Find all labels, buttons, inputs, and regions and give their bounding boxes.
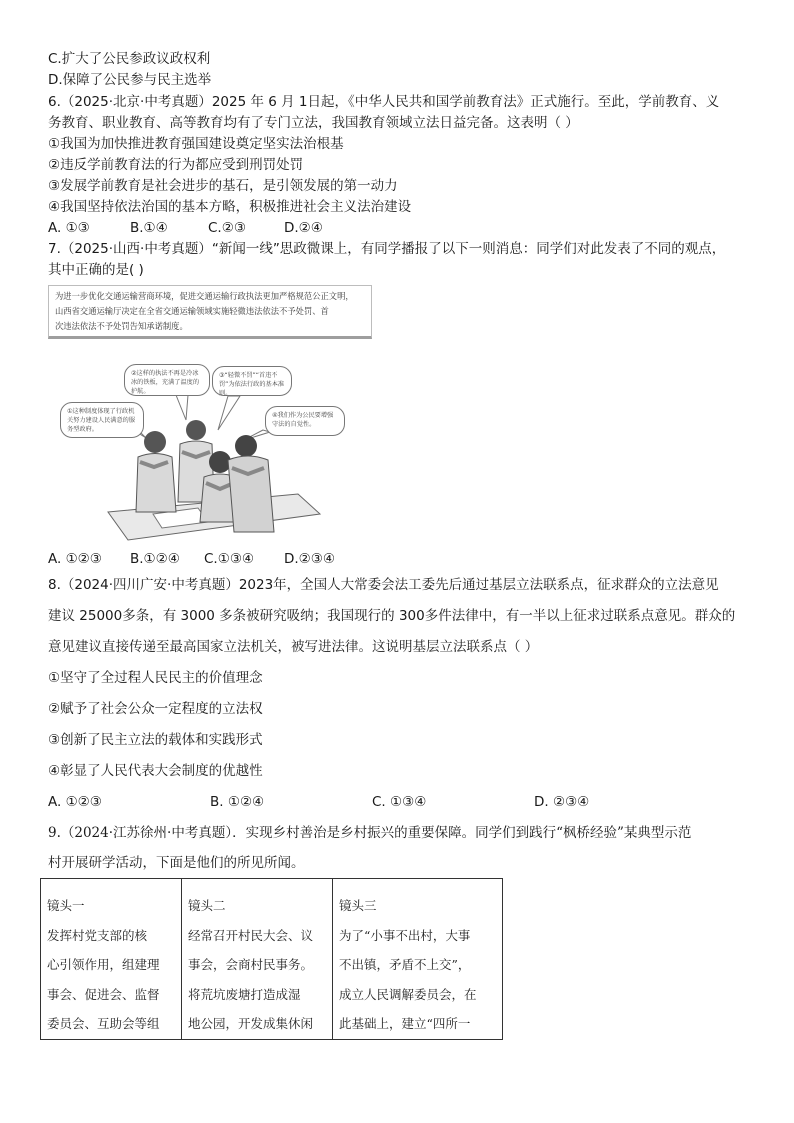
scene-text-line: 发挥村党支部的核	[47, 927, 148, 943]
q7-stem-line2: 其中正确的是( )	[48, 262, 144, 278]
scene-cell-1	[41, 879, 182, 1040]
speech-bubble-4: ④我们作为公民要增强守法的自觉性。	[265, 406, 345, 436]
q8-statement-2: ②赋予了社会公众一定程度的立法权	[48, 701, 263, 717]
q8-stem-line1: 8.（2024·四川广安·中考真题）2023年，全国人大常委会法工委先后通过基层立法联系点，征求群众的立法意见	[48, 577, 719, 593]
q6-option-a: A. ①③	[48, 220, 90, 236]
q6-option-d: D.②④	[284, 220, 323, 236]
q7-news-line: 为进一步优化交通运输营商环境，促进交通运输行政执法更加严格规范公正文明，	[55, 291, 354, 301]
q7-news-line: 山西省交通运输厅决定在全省交通运输领域实施轻微违法依法不予处罚、首	[55, 306, 329, 316]
scene-title: 镜头二	[188, 898, 226, 913]
q7-news-line: 次违法依法不予处罚告知承诺制度。	[55, 321, 188, 331]
q9-stem-line1: 9.（2024·江苏徐州·中考真题）．实现乡村善治是乡村振兴的重要保障。同学们到践行“枫桥经验”某典型示范	[48, 825, 692, 841]
scene-cell-2	[182, 879, 333, 1040]
q7-option-b: B.①②④	[130, 551, 180, 567]
scene-cell-3	[333, 879, 503, 1040]
q8-options	[48, 793, 748, 811]
q6-option-b: B.①④	[130, 220, 168, 236]
scene-text-line: 事会、促进会、监督	[47, 986, 160, 1002]
q6-stem-line1: 6.（2025·北京·中考真题）2025 年 6 月 1日起，《中华人民共和国学前教育法》正式施行。至此，学前教育、义	[48, 94, 720, 110]
q6-stem-line2: 务教育、职业教育、高等教育均有了专门立法，我国教育领域立法日益完备。这表明（ ）	[48, 115, 579, 131]
speech-bubble-3: ③“轻微不罚”“首违不罚”为依法行政的基本准则。	[212, 366, 292, 396]
q6-options	[48, 219, 748, 237]
scene-text-line: 心引领作用，组建理	[47, 957, 160, 972]
speech-bubble-2: ②这样的执法不再是冷冰冰的铁板，充满了温度的护航。	[124, 364, 210, 396]
scene-text-line: 为了“小事不出村，大事	[339, 927, 471, 943]
q8-stem-line2: 建议 25000多条，有 3000 多条被研究吸纳；我国现行的 300多件法律中，有一半以上征求过联系点意见。群众的	[48, 608, 736, 624]
q7-news-box	[48, 285, 372, 339]
q7-options	[48, 550, 748, 568]
q8-option-b: B. ①②④	[210, 794, 265, 810]
q8-statement-3: ③创新了民主立法的载体和实践形式	[48, 732, 263, 748]
speech-bubble-1: ①这种制度体现了行政机关努力建设人民满意的服务型政府。	[60, 402, 144, 438]
scene-text-line: 地公园，开发成集休闲	[188, 1016, 314, 1031]
scene-text-line: 此基础上，建立“四所一	[339, 1016, 471, 1031]
q8-option-c: C. ①③④	[372, 794, 427, 810]
q6-option-c: C.②③	[208, 220, 246, 236]
q7-option-d: D.②③④	[284, 551, 335, 567]
q8-option-d: D. ②③④	[534, 794, 590, 810]
q7-illustration	[58, 362, 350, 548]
q6-statement-1: ①我国为加快推进教育强国建设奠定坚实法治根基	[48, 136, 344, 152]
scene-text-line: 成立人民调解委员会，在	[339, 986, 477, 1002]
option-d: D.保障了公民参与民主选举	[48, 72, 212, 88]
q6-statement-3: ③发展学前教育是社会进步的基石，是引领发展的第一动力	[48, 178, 398, 194]
scene-text-line: 事会，会商村民事务。	[188, 957, 314, 972]
scene-title: 镜头一	[47, 898, 85, 913]
q7-stem-line1: 7.（2025·山西·中考真题）“新闻一线”思政微课上，有同学播报了以下一则消息：同学们对此发表了不同的观点，	[48, 241, 726, 257]
q6-statement-2: ②违反学前教育法的行为都应受到刑罚处罚	[48, 157, 304, 173]
q9-stem-line2: 村开展研学活动，下面是他们的所见所闻。	[48, 855, 305, 871]
option-c: C.扩大了公民参政议政权利	[48, 51, 211, 67]
scene-text-line: 委员会、互助会等组	[47, 1016, 160, 1031]
scene-text-line: 经常召开村民大会、议	[188, 927, 314, 943]
scene-text-line: 不出镇，矛盾不上交”，	[339, 957, 471, 972]
q8-stem-line3: 意见建议直接传递至最高国家立法机关，被写进法律。这说明基层立法联系点（ ）	[48, 639, 539, 655]
scene-text-line: 将荒坑废塘打造成湿	[188, 986, 301, 1002]
q7-option-a: A. ①②③	[48, 551, 102, 567]
scene-title: 镜头三	[339, 898, 377, 913]
q8-statement-1: ①坚守了全过程人民民主的价值理念	[48, 670, 263, 686]
q7-option-c: C.①③④	[204, 551, 255, 567]
q6-statement-4: ④我国坚持依法治国的基本方略，积极推进社会主义法治建设	[48, 199, 412, 215]
q8-statement-4: ④彰显了人民代表大会制度的优越性	[48, 763, 263, 779]
q8-option-a: A. ①②③	[48, 794, 102, 810]
q9-scenes-table	[40, 878, 503, 1040]
